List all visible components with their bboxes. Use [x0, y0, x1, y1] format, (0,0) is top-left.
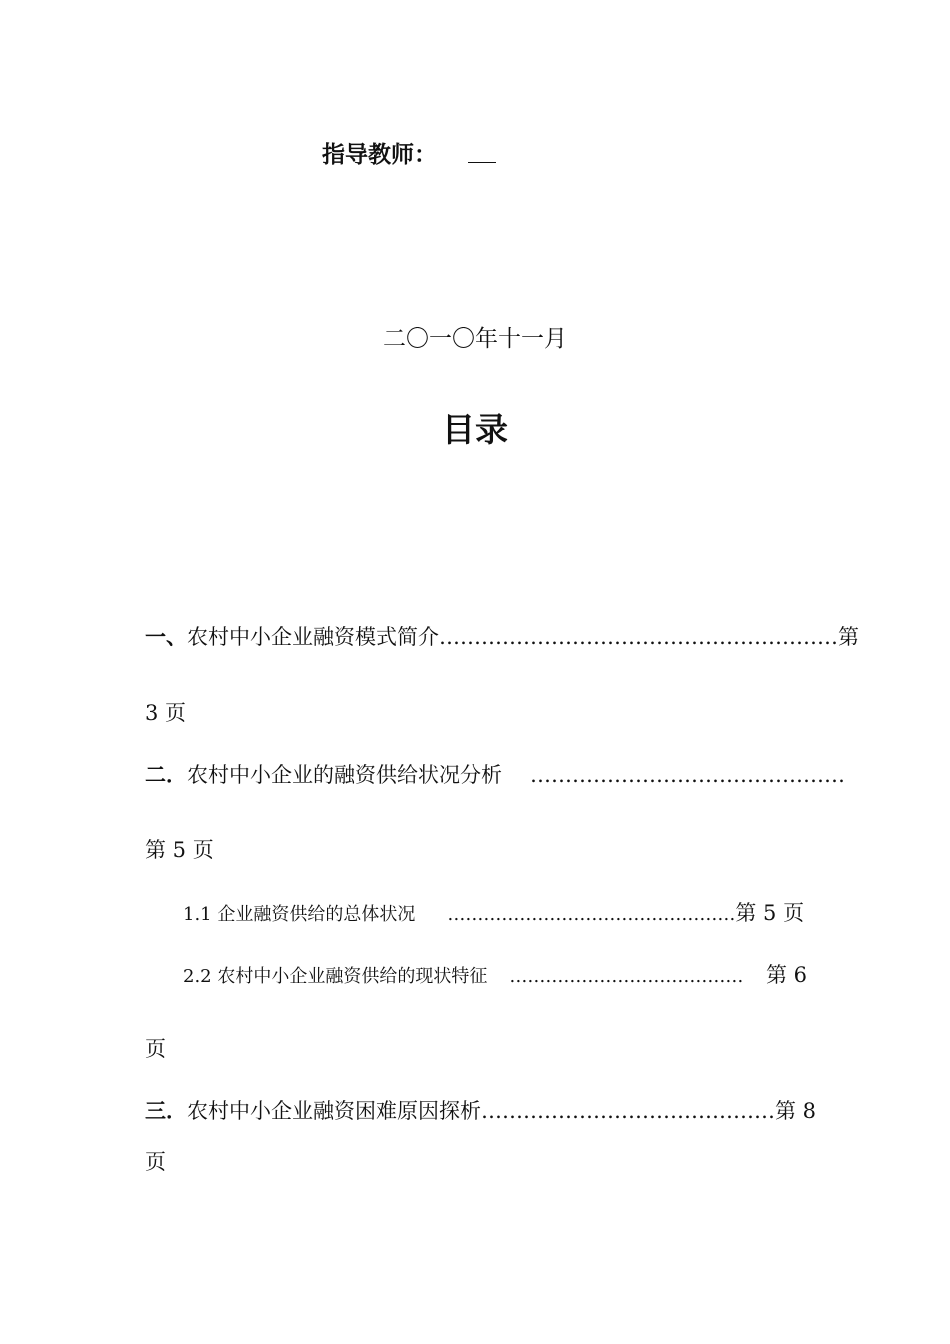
toc-page-number-wrap: 第 5 页	[145, 838, 214, 862]
toc-page-number-wrap: 页	[145, 1150, 166, 1174]
toc-entry-title: 2.2 农村中小企业融资供给的现状特征	[183, 966, 488, 987]
toc-entry-title: 农村中小企业融资模式简介	[187, 625, 439, 649]
toc-leader-dots: …………………………………	[509, 966, 744, 987]
toc-entry-title: 1.1 企业融资供给的总体状况	[183, 904, 416, 925]
advisor-name-blank	[468, 138, 496, 163]
toc-entry-2-2[interactable]	[183, 959, 807, 989]
toc-page-number: 第 8	[775, 1099, 817, 1123]
toc-page-number: 第	[838, 625, 859, 649]
toc-page-number-wrap: 3 页	[145, 701, 187, 725]
toc-entry-number: 一、	[145, 625, 187, 649]
toc-leader-dots: …………………………………………	[447, 904, 736, 925]
toc-leader-dots: ……………………………………	[481, 1099, 775, 1123]
toc-entry-title: 农村中小企业融资困难原因探析	[187, 1099, 481, 1123]
toc-page-number-wrap: 页	[145, 1037, 166, 1061]
toc-entry-title: 农村中小企业的融资供给状况分析	[187, 763, 502, 787]
submission-date: 二〇一〇年十一月	[383, 326, 567, 352]
toc-leader-dots: ………………………………………	[530, 763, 845, 787]
toc-entry-3[interactable]	[145, 1095, 817, 1125]
toc-page-number: 第 5 页	[735, 901, 805, 925]
toc-title: 目录	[442, 410, 508, 449]
toc-entry-2[interactable]	[145, 759, 845, 789]
advisor-label: 指导教师：	[322, 142, 437, 168]
toc-entry-number: 二．	[145, 763, 187, 787]
toc-page-number: 第 6	[765, 963, 807, 987]
toc-leader-dots: …………………………………………………	[439, 625, 838, 649]
toc-entry-1[interactable]	[145, 621, 859, 651]
toc-entry-number: 三．	[145, 1099, 187, 1123]
toc-entry-1-1[interactable]	[183, 897, 803, 927]
